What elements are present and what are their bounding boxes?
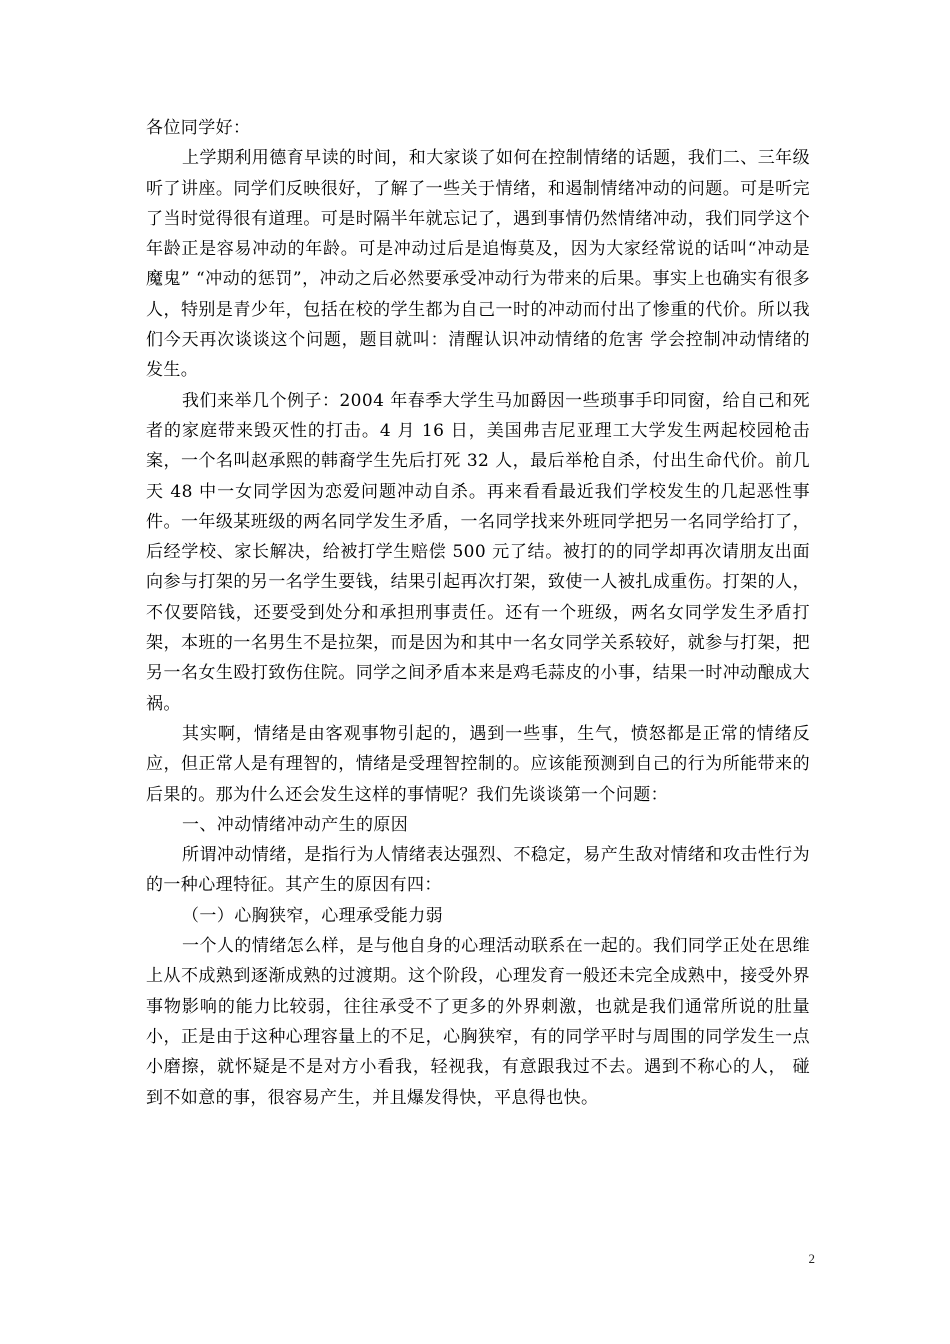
paragraph-intro: 上学期利用德育早读的时间，和大家谈了如何在控制情绪的话题，我们二、三年级听了讲座。同学们反映很好，了解了一些关于情绪，和遏制情绪冲动的问题。可是听完了当时觉得很有道理。可是时隔半年就忘记了，遇到事情仍然情绪冲动，我们同学这个年龄正是容易冲动的年龄。可是冲动过后是追悔莫及，因为大家经常说的话叫“冲动是魔鬼” “冲动的惩罚”，冲动之后必然要承受冲动行为带来的后果。事实上也确实有很多人，特别是青少年，包括在校的学生都为自己一时的冲动而付出了惨重的代价。所以我们今天再次谈谈这个问题，题目就叫：清醒认识冲动情绪的危害 学会控制冲动情绪的发生。 [146,148,810,381]
greeting: 各位同学好： [146,118,251,138]
body-text [146,113,810,1113]
page-number: 2 [808,1251,815,1266]
paragraph-emotion: 其实啊，情绪是由客观事物引起的，遇到一些事，生气，愤怒都是正常的情绪反应，但正常人是有理智的，情绪是受理智控制的。应该能预测到自己的行为所能带来的后果的。那为什么还会发生这样的事情呢？我们先谈谈第一个问题： [146,723,810,805]
paragraph-definition: 所谓冲动情绪，是指行为人情绪表达强烈、不稳定，易产生敌对情绪和攻击性行为的一种心理特征。其产生的原因有四： [146,845,810,896]
paragraph-cause-one: 一个人的情绪怎么样，是与他自身的心理活动联系在一起的。我们同学正处在思维上从不成熟到逐渐成熟的过渡期。这个阶段，心理发育一般还未完全成熟中，接受外界事物影响的能力比较弱，往往承受不了更多的外界刺激，也就是我们通常所说的肚量小，正是由于这种心理容量上的不足，心胸狭窄，有的同学平时与周围的同学发生一点小磨擦，就怀疑是不是对方小看我，轻视我，有意跟我过不去。遇到不称心的人， 碰到不如意的事，很容易产生，并且爆发得快，平息得也快。 [146,936,810,1108]
section-heading: 一、冲动情绪冲动产生的原因 [182,814,409,835]
subsection-heading: （一）心胸狭窄，心理承受能力弱 [182,905,443,926]
paragraph-examples: 我们来举几个例子：2004 年春季大学生马加爵因一些琐事手印同窗，给自己和死者的家庭带来毁灭性的打击。4 月 16 日，美国弗吉尼亚理工大学发生两起校园枪击案，一个名叫赵承熙的韩裔学生先后打死 32 人，最后举枪自杀，付出生命代价。前几天 48 中一女同学因为恋爱问题冲动自杀。再来看看最近我们学校发生的几起恶性事件。一年级某班级的两名同学发生矛盾，一名同学找来外班同学把另一名同学给打了，后经学校、家长解决，给被打学生赔偿 500 元了结。被打的的同学却再次请朋友出面向参与打架的另一名学生要钱，结果引起再次打架，致使一人被扎成重伤。打架的人，不仅要陪钱，还要受到处分和承担刑事责任。还有一个班级，两名女同学发生矛盾打架，本班的一名男生不是拉架，而是因为和其中一名女同学关系较好，就参与打架，把另一名女生殴打致伤住院。同学之间矛盾本来是鸡毛蒜皮的小事，结果一时冲动酿成大祸。 [146,390,810,714]
